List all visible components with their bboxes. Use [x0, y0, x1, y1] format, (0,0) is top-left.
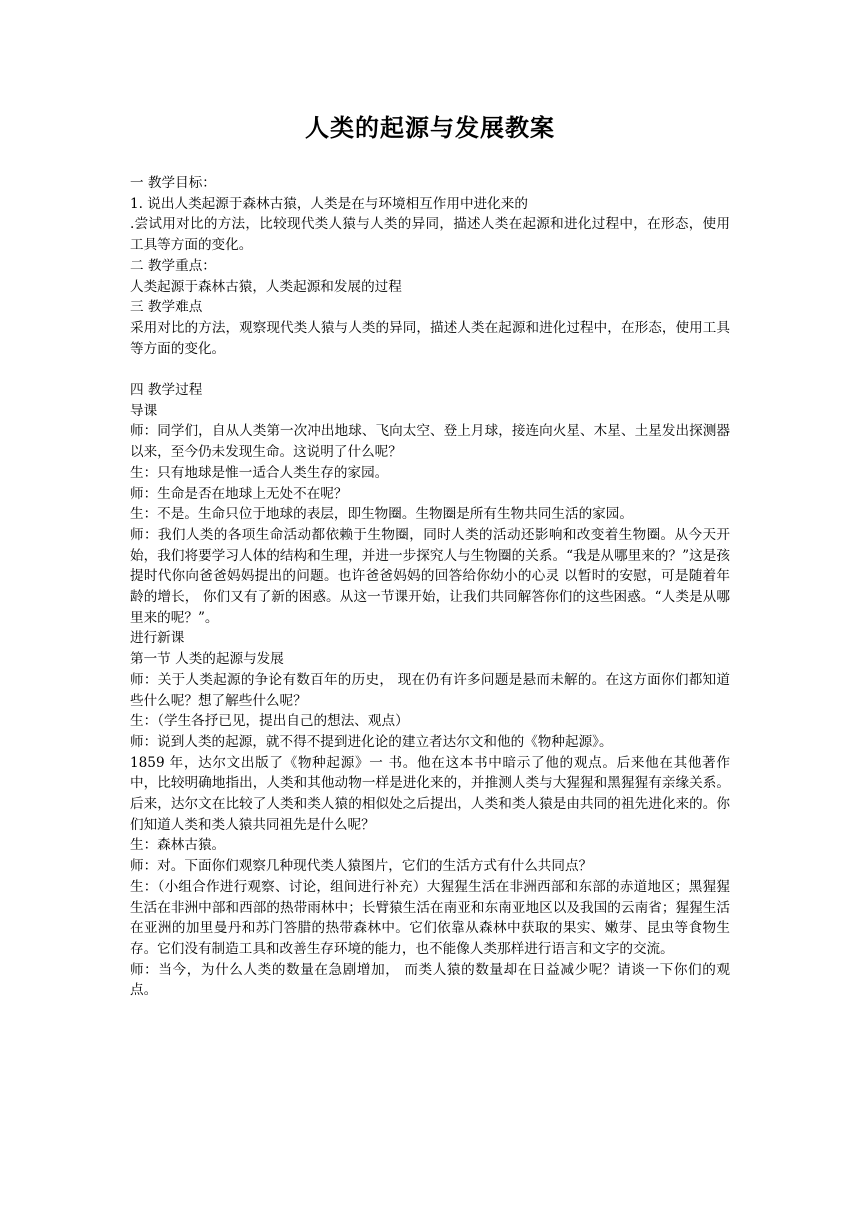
heading-difficulties: 三 教学难点: [130, 299, 203, 316]
blank-line: [130, 359, 730, 380]
objective-item-2: .尝试用对比的方法，比较现代类人猿与人类的异同，描述人类在起源和进化过程中，在形态，使用工具等方面的变化。: [130, 216, 730, 254]
dialogue-paragraph: 师：当今，为什么人类的数量在急剧增加， 而类人猿的数量却在日益减少呢？请谈一下你们的观点。: [130, 961, 730, 999]
body-paragraph: 1859 年，达尔文出版了《物种起源》一 书。他在这本书中暗示了他的观点。后来他在其他著作中，比较明确地指出，人类和其他动物一样是进化来的，并推测人类与大猩猩和黑猩猩有亲缘关系。后来，达尔文在比较了人类和类人猿的相似处之后提出，人类和类人猿是由共同的祖先进化来的。你们知道人类和类人猿共同祖先是什么呢？: [130, 754, 730, 833]
key-points-text: 人类起源于森林古猿，人类起源和发展的过程: [130, 278, 402, 295]
heading-objectives: 一 教学目标：: [130, 175, 216, 191]
objective-item-1: 1. 说出人类起源于森林古猿，人类是在与环境相互作用中进化来的: [130, 195, 528, 212]
document-body: [130, 173, 730, 1001]
dialogue-paragraph: 师：我们人类的各项生命活动都依赖于生物圈，同时人类的活动还影响和改变着生物圈。从今天开始，我们将要学习人体的结构和生理，并进一步探究人与生物圈的关系。“我是从哪里来的？”这是孩提时代你向爸爸妈妈提出的问题。也许爸爸妈妈的回答给你幼小的心灵 以暂时的安慰，可是随着年龄的增长， 你们又有了新的困惑。从这一节课开始，让我们共同解答你们的这些困惑。“人类是从哪里来的呢？”。: [130, 526, 730, 626]
subheading-new-lesson: 进行新课: [130, 630, 185, 647]
document-title: 人类的起源与发展教案: [305, 113, 555, 142]
dialogue-paragraph: 生：（小组合作进行观察、讨论，组间进行补充）大猩猩生活在非洲西部和东部的赤道地区；黑猩猩生活在非洲中部和西部的热带雨林中；长臂猿生活在南亚和东南亚地区以及我国的云南省；猩猩生活在亚洲的加里曼丹和苏门答腊的热带森林中。它们依靠从森林中获取的果实、嫩芽、昆虫等食物生存。它们没有制造工具和改善生存环境的能力，也不能像人类那样进行语言和文字的交流。: [130, 878, 730, 957]
dialogue-paragraph: 师：对。下面你们观察几种现代类人猿图片，它们的生活方式有什么共同点？: [130, 858, 593, 875]
dialogue-paragraph: 生：（学生各抒已见，提出自己的想法、观点）: [130, 713, 409, 730]
dialogue-paragraph: 生：不是。生命只位于地球的表层，即生物圈。生物圈是所有生物共同生活的家园。: [130, 506, 633, 523]
heading-key-points: 二 教学重点：: [130, 257, 216, 274]
dialogue-paragraph: 生：只有地球是惟一适合人类生存的家园。: [130, 464, 389, 481]
section-heading: 第一节 人类的起源与发展: [130, 651, 284, 668]
dialogue-paragraph: 师：说到人类的起源，就不得不提到进化论的建立者达尔文和他的《物种起源》。: [130, 733, 613, 750]
dialogue-paragraph: 师：生命是否在地球上无处不在呢？: [130, 485, 348, 502]
heading-process: 四 教学过程: [130, 382, 203, 399]
dialogue-paragraph: 生：森林古猿。: [130, 837, 226, 854]
difficulties-text: 采用对比的方法，观察现代类人猿与人类的异同，描述人类在起源和进化过程中，在形态，使用工具等方面的变化。: [130, 319, 730, 357]
subheading-intro: 导课: [130, 402, 158, 419]
dialogue-paragraph: 师：同学们，自从人类第一次冲出地球、飞向太空、登上月球，接连向火星、木星、土星发出探测器以来，至今仍未发现生命。这说明了什么呢？: [130, 423, 730, 461]
dialogue-paragraph: 师：关于人类起源的争论有数百年的历史， 现在仍有许多问题是悬而未解的。在这方面你们都知道些什么呢？想了解些什么呢？: [130, 671, 730, 709]
